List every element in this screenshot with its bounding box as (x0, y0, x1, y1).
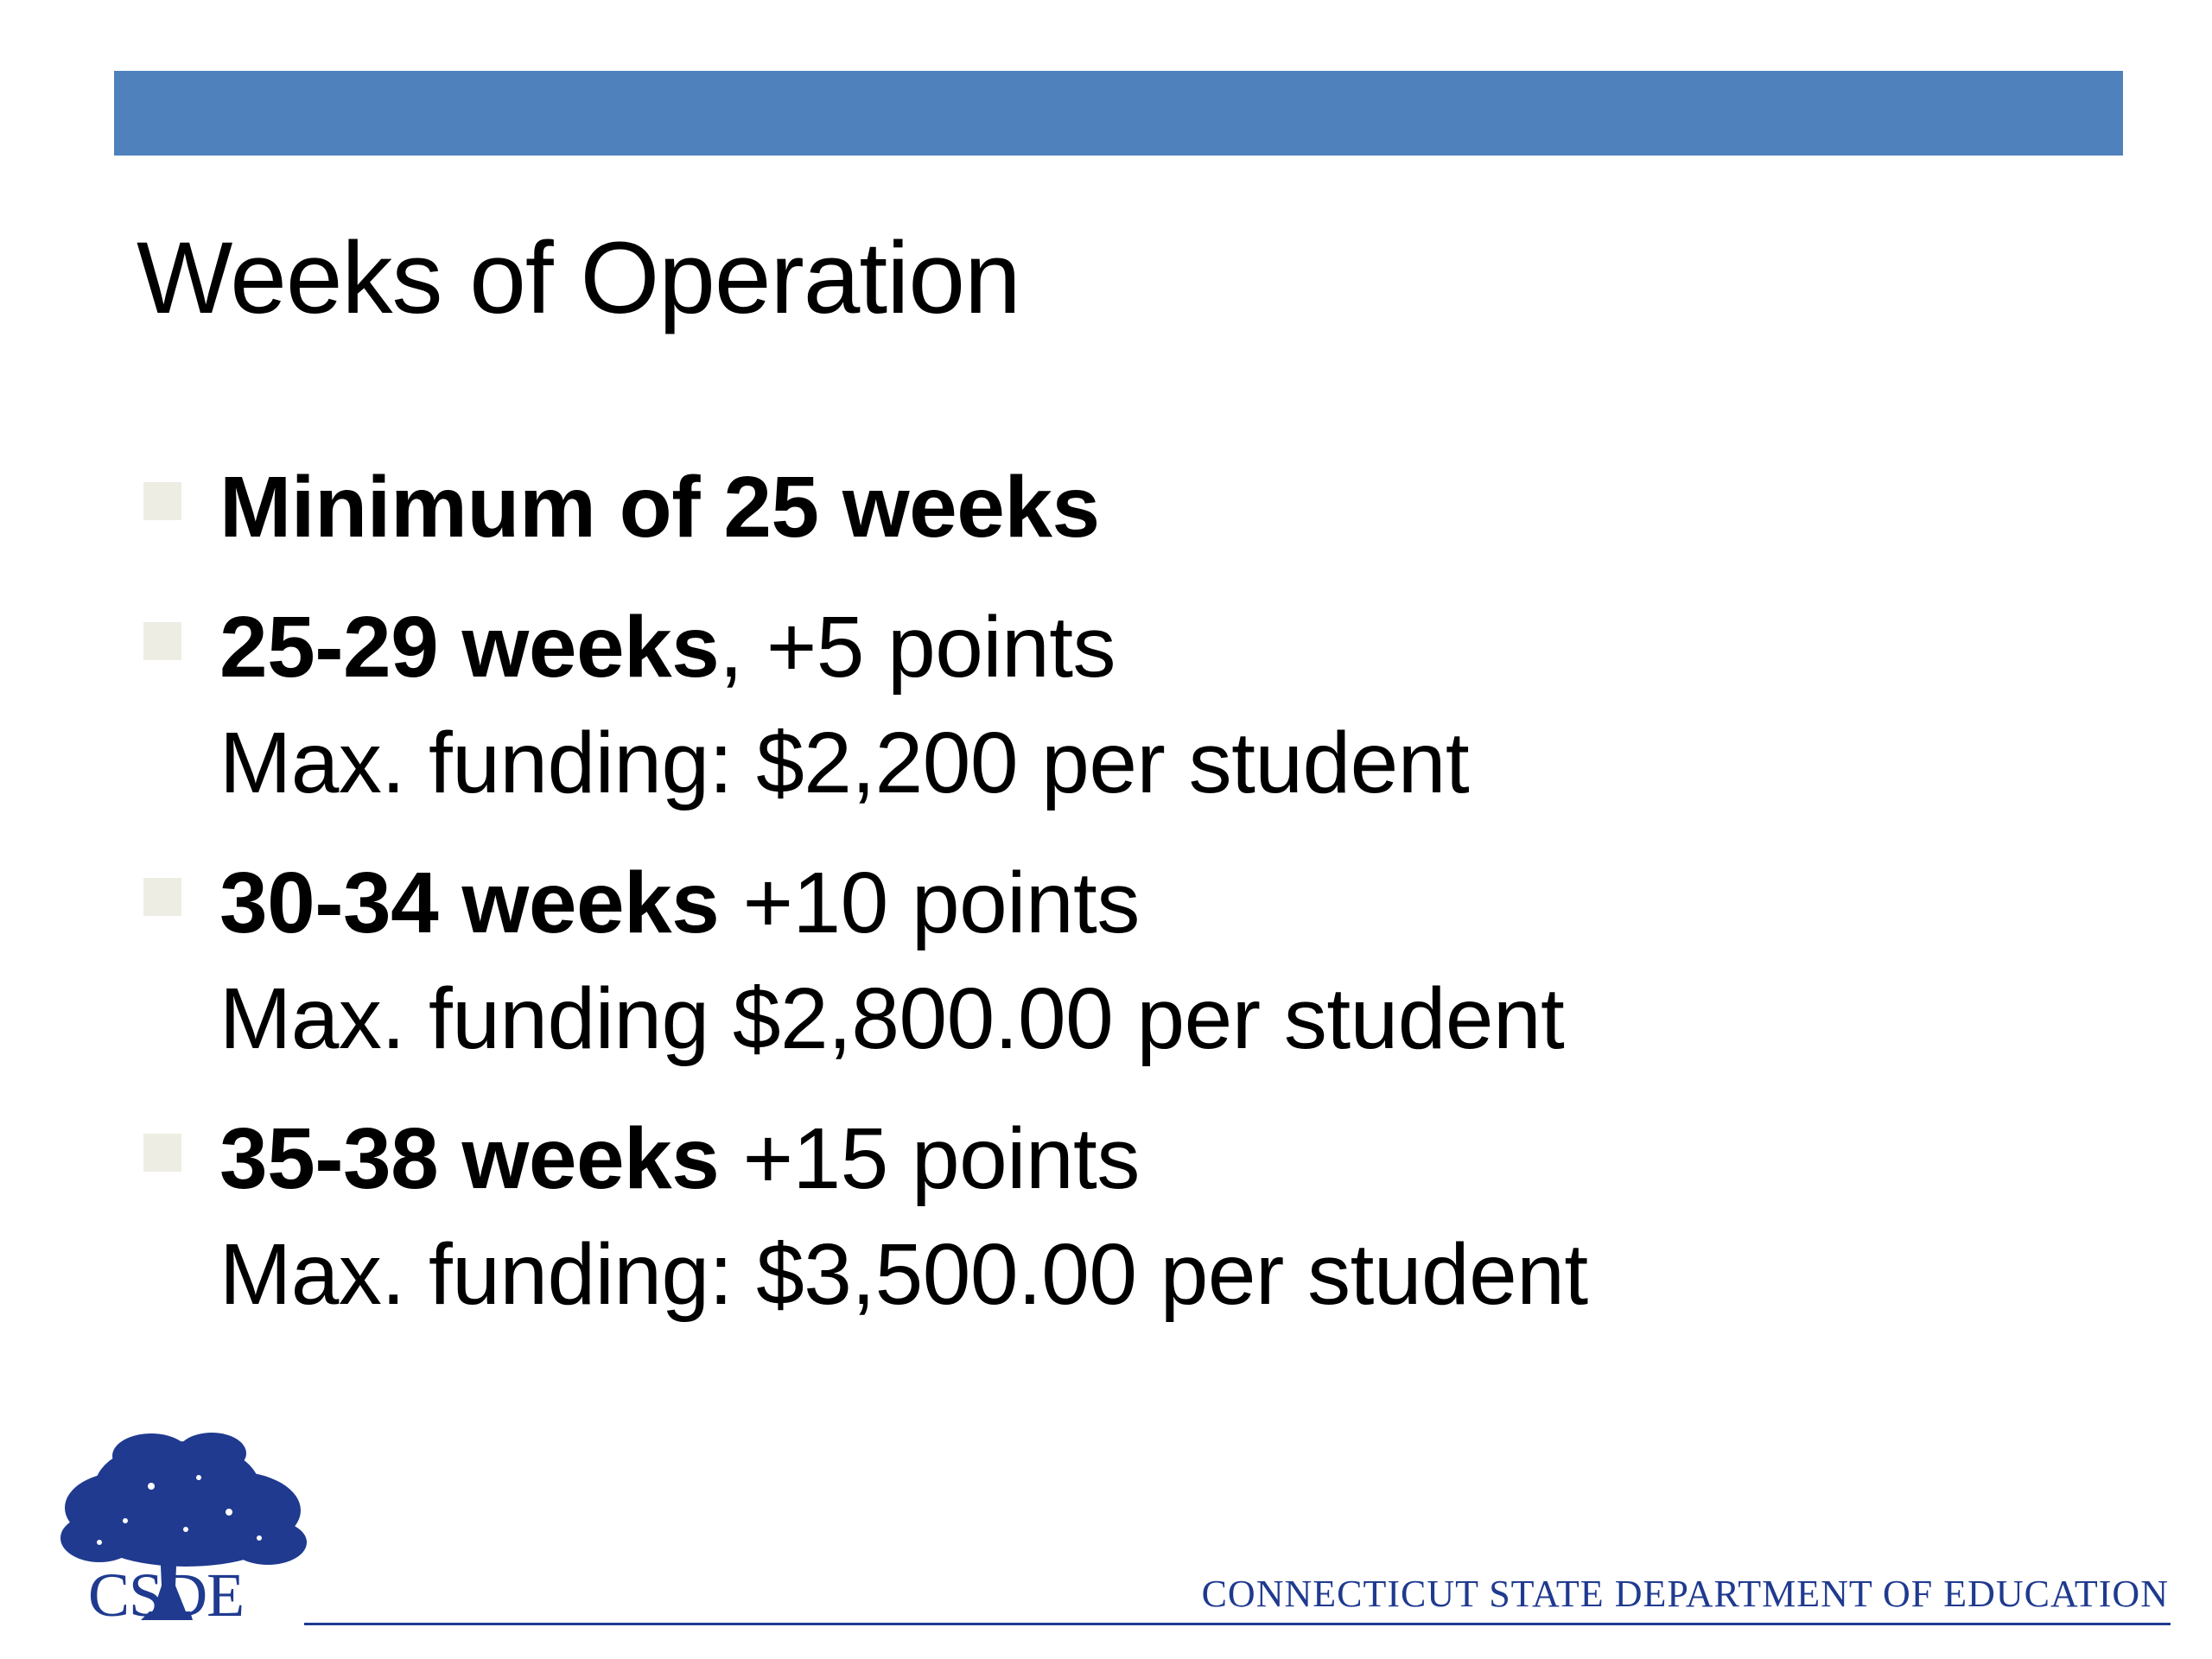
bullet-heading: 30-34 weeks (219, 855, 720, 951)
bullet-detail: Max. funding: $3,500.00 per student (219, 1226, 1588, 1323)
bullet-line (219, 589, 2039, 705)
bullet-detail: Max. funding: $2,200 per student (219, 715, 1470, 811)
bullet-list (138, 449, 2039, 1357)
bullet-line (219, 449, 2039, 565)
square-bullet-icon (143, 1134, 181, 1172)
square-bullet-icon (143, 878, 181, 916)
bullet-points: +10 points (719, 855, 1140, 951)
footer-divider (304, 1623, 2171, 1625)
csde-logo-text: CSDE (88, 1560, 245, 1630)
bullet-detail: Max. funding $2,800.00 per student (219, 970, 1565, 1067)
square-bullet-icon (143, 482, 181, 520)
bullet-item (138, 589, 2039, 821)
bullet-item (138, 845, 2039, 1077)
square-bullet-icon (143, 622, 181, 660)
bullet-heading: 25-29 weeks (219, 599, 720, 696)
bullet-item (138, 449, 2039, 565)
slide-title: Weeks of Operation (137, 221, 1020, 335)
bullet-points: , +5 points (719, 599, 1116, 696)
bullet-line (219, 1101, 2039, 1217)
bullet-heading: 35-38 weeks (219, 1110, 720, 1207)
bullet-points: +15 points (719, 1110, 1140, 1207)
department-name: CONNECTICUT STATE DEPARTMENT OF EDUCATION (1201, 1573, 2169, 1615)
bullet-heading: Minimum of 25 weeks (219, 459, 1100, 556)
bullet-item (138, 1101, 2039, 1332)
bullet-line (219, 845, 2039, 961)
header-bar (114, 71, 2123, 156)
